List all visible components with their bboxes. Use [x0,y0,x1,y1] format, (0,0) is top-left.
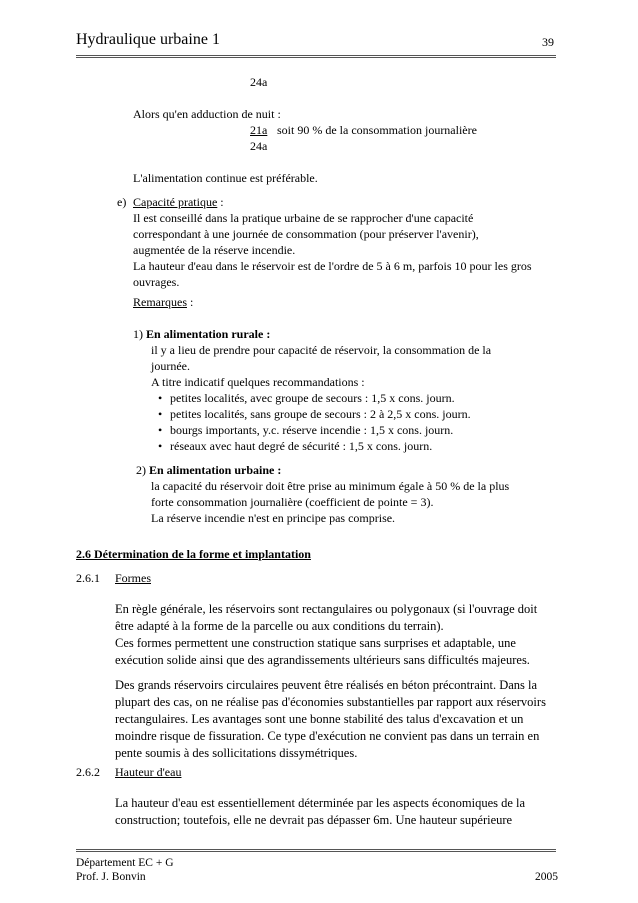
paragraph-line: rectangulaires. Les avantages sont une bonne stabilité des talus d'excavation et un [115,712,524,726]
list-item [158,406,471,422]
section-e-marker: e) [117,195,127,209]
paragraph-line: La hauteur d'eau est essentiellement déterminée par les aspects économiques de la [115,796,526,810]
night-fraction-denominator: 24a [250,139,268,153]
remarks-colon: : [186,295,194,309]
footer-rule-second [76,851,556,852]
paragraph-line: plupart des cas, on ne réalise pas d'économies substantielles par rapport aux réservoirs [115,695,546,709]
rural-heading [133,326,270,342]
paragraph-line: augmentée de la réserve incendie. [133,243,296,257]
urban-number: 2) [136,463,146,477]
fraction-denominator: 24a [250,75,268,89]
bullet-text: réseaux avec haut degré de sécurité : 1,5 x cons. journ. [170,439,433,453]
section-e-title: Capacité pratique [133,195,218,209]
paragraph-line: correspondant à une journée de consommation (pour préserver l'avenir), [133,227,479,241]
subsection-title: Formes [115,571,151,585]
paragraph-line: moindre risque de fissuration. Ce type d'exécution ne convient pas dans un terrain en [115,729,540,743]
subsection-number: 2.6.2 [76,765,100,779]
list-item [158,390,471,406]
paragraph-line: La hauteur d'eau dans le réservoir est de l'ordre de 5 à 6 m, parfois 10 pour les gros [133,259,532,273]
urban-body [151,478,509,526]
paragraph-line: exécution solide ainsi que des agrandissements ultérieurs sans difficultés majeures. [115,653,530,667]
section-e-colon: : [217,195,224,209]
continuous-feed-note: L'alimentation continue est préférable. [133,171,318,185]
night-fraction-note: soit 90 % de la consommation journalière [277,123,477,137]
paragraph-line: il y a lieu de prendre pour capacité de réservoir, la consommation de la [151,343,492,357]
night-fraction-numerator: 21a [250,123,268,137]
paragraph-line: construction; toutefois, elle ne devrait pas dépasser 6m. Une hauteur supérieure [115,813,513,827]
water-height-paragraph [115,795,525,829]
bullet-text: petites localités, sans groupe de secours : 2 à 2,5 x cons. journ. [170,407,471,421]
bullet-icon: • [158,407,163,421]
rural-bullet-list [158,390,471,454]
bullet-icon: • [158,391,163,405]
paragraph-line: Ces formes permettent une construction statique sans surprises et adaptable, une [115,636,516,650]
night-adduction-intro: Alors qu'en adduction de nuit : [133,107,281,121]
remarks-title: Remarques [133,295,187,309]
paragraph-line: La réserve incendie n'est en principe pas comprise. [151,511,396,525]
paragraph-line: journée. [151,359,190,373]
rural-body [151,342,491,390]
running-header-title: Hydraulique urbaine 1 [76,31,220,48]
paragraph-line: Des grands réservoirs circulaires peuvent être réalisés en béton précontraint. Dans la [115,678,538,692]
footer-department: Département EC + G [76,857,174,869]
paragraph-line: la capacité du réservoir doit être prise au minimum égale à 50 % de la plus [151,479,510,493]
footer-year: 2005 [535,871,558,883]
bullet-icon: • [158,423,163,437]
paragraph-line: être adapté à la forme de la parcelle ou aux conditions du terrain). [115,619,444,633]
paragraph-line: A titre indicatif quelques recommandations : [151,375,365,389]
page-number: 39 [542,35,554,49]
rural-number: 1) [133,327,143,341]
header-rule-second [76,57,556,58]
formes-paragraph-2 [115,677,546,762]
formes-paragraph-1 [115,601,537,669]
bullet-text: petites localités, avec groupe de secours : 1,5 x cons. journ. [170,391,455,405]
remarks-heading [133,294,193,310]
paragraph-line: forte consommation journalière (coefficient de pointe = 3). [151,495,434,509]
footer-rule [76,849,556,850]
section-heading: 2.6 Détermination de la forme et implantation [76,547,311,561]
header-rule [76,55,556,56]
section-e-body [133,210,532,290]
subsection-number: 2.6.1 [76,571,100,585]
subsection-title: Hauteur d'eau [115,765,182,779]
paragraph-line: ouvrages. [133,275,180,289]
urban-title: En alimentation urbaine : [149,463,282,477]
bullet-icon: • [158,439,163,453]
paragraph-line: pente soumis à des sollicitations dissymétriques. [115,746,358,760]
rural-title: En alimentation rurale : [146,327,271,341]
list-item [158,438,471,454]
urban-heading [136,462,281,478]
paragraph-line: Il est conseillé dans la pratique urbaine de se rapprocher d'une capacité [133,211,474,225]
footer-author: Prof. J. Bonvin [76,871,146,883]
section-e-heading [133,194,224,210]
list-item [158,422,471,438]
bullet-text: bourgs importants, y.c. réserve incendie : 1,5 x cons. journ. [170,423,454,437]
paragraph-line: En règle générale, les réservoirs sont rectangulaires ou polygonaux (si l'ouvrage doit [115,602,538,616]
